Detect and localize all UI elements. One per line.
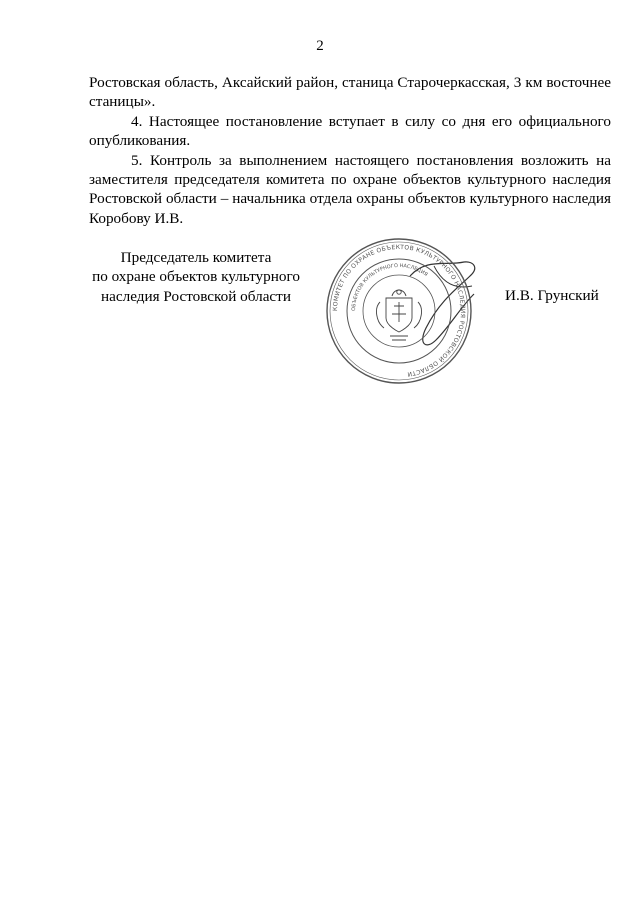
- signatory-title-line: наследия Ростовской области: [101, 287, 291, 305]
- svg-text:ОБЪЕКТОВ КУЛЬТУРНОГО НАСЛЕДИЯ: [351, 263, 429, 311]
- paragraph-address: Ростовская область, Аксайский район, станица Старочеркасская, 3 км восточнее станицы».: [89, 74, 611, 111]
- paragraph-item-5: 5. Контроль за выполнением настоящего постановления возложить на заместителя председателя комитета по охране объектов культурного наследия Ростовской области – начальника отдела охраны объектов культурного наследия Коробову И.В.: [89, 151, 611, 227]
- seal-stamp-icon: [314, 236, 484, 386]
- signatory-title-line: по охране объектов культурного: [92, 268, 300, 286]
- seal-outer-text: КОМИТЕТ ПО ОХРАНЕ ОБЪЕКТОВ КУЛЬТУРНОГО НАСЛЕДИЯ РОСТОВСКОЙ ОБЛАСТИ: [331, 243, 467, 378]
- coat-of-arms-icon: [377, 290, 422, 340]
- official-seal: [314, 236, 484, 386]
- signatory-title: [76, 248, 316, 306]
- paragraph-item-4: 4. Настоящее постановление вступает в силу со дня его официального опубликования.: [89, 112, 611, 150]
- signatory-title-line: Председатель комитета: [120, 249, 272, 266]
- signer-name: И.В. Грунский: [505, 287, 599, 304]
- body-text: [89, 73, 611, 228]
- page-number: 2: [316, 38, 324, 54]
- seal-inner-text: ОБЪЕКТОВ КУЛЬТУРНОГО НАСЛЕДИЯ: [350, 262, 429, 312]
